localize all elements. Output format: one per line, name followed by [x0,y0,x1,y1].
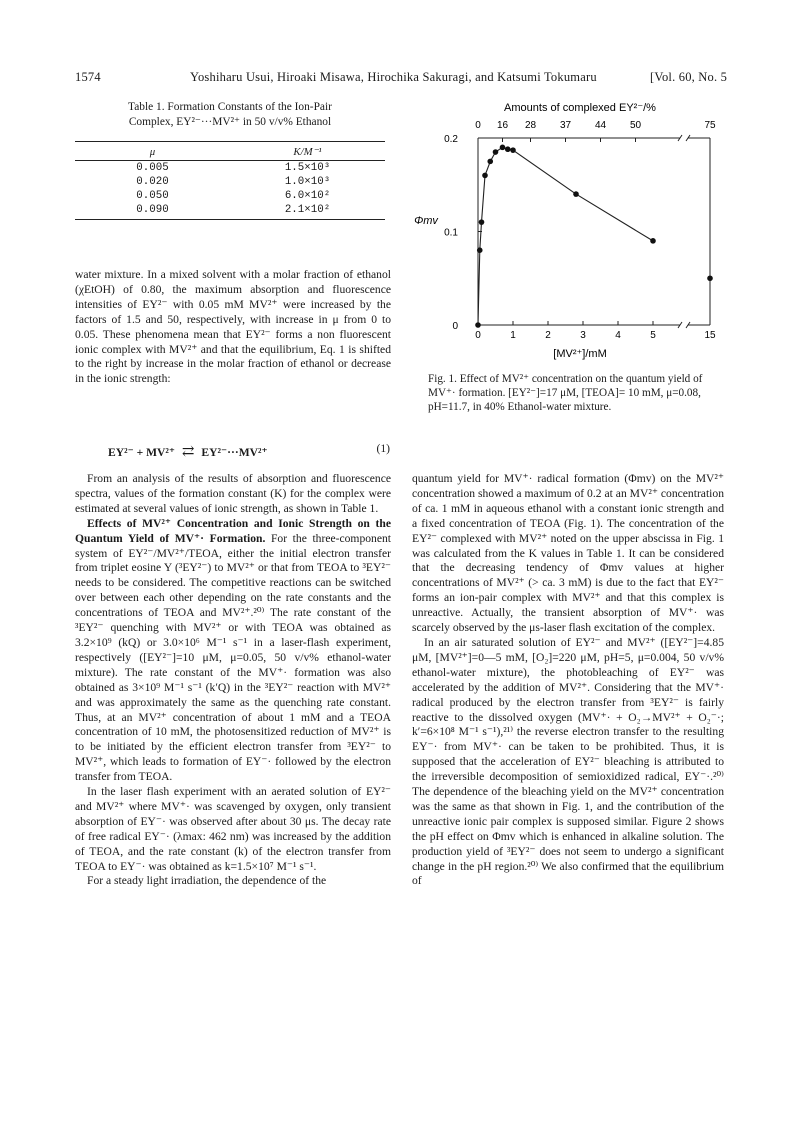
y-axis-label: Φmv [414,215,438,227]
cell-mu: 0.090 [75,203,230,220]
formation-constants-table [75,141,385,220]
page-number: 1574 [75,70,101,84]
paragraph: In the laser flash experiment with an aerated solution of EY²⁻ and MV²⁺ where MV⁺· was scavenged by oxygen, only transient absorption of EY⁻· was observed after about 30 μs. The decay rate of free radical EY⁻· (λmax: 462 nm) was increased by the addition of TEOA, and the rate constant (k) of the electron transfer from TEOA to EY⁻· was obtained as k=1.5×10⁷ M⁻¹ s⁻¹. [75,785,391,873]
cell-k: 1.0×10³ [284,176,331,188]
data-point [650,238,656,244]
figure-caption: Fig. 1. Effect of MV²⁺ concentration on the quantum yield of MV⁺· formation. [EY²⁻]=17 μM, [TEOA]= 10 mM, μ=0.08, pH=11.7, in 40% Ethanol-water mixture. [428,373,703,413]
y-tick-label: 0.2 [444,134,458,145]
paragraph: In an air saturated solution of EY²⁻ and MV²⁺ ([EY²⁻]=4.85 μM, [MV²⁺]=0—5 mM, [O₂]=220 μM, pH=5, μ=0.004, 50 v/v% ethanol-water mixture), the photobleaching of EY²⁻ was accelerated by the addition of MV²⁺. Considering that the MV⁺· radical produced by the electron transfer from ³EY²⁻ is fairly reactive to the dissolved oxygen (MV⁺· + O₂→MV²⁺ + O₂⁻·; k′=6×10⁸ M⁻¹ s⁻¹),²¹⁾ the reverse electron transfer to the resulting EY⁻· from MV⁺· can be taken to be prohibited. Thus, it is supposed that the acceleration of EY²⁻ bleaching is attributed to the irreversible decomposition of semioxidized radical, EY⁻·.²⁰⁾ The dependence of the bleaching yield on the MV²⁺ concentration was the same as that shown in Fig. 1, and the contribution of the unreactive ionic pair complex is supposed similar. Figure 2 shows the pH effect on Φmv which is enhanced in alkaline solution. The production yield of ³EY²⁻ does not seem to undergo a significant change in the pH region.²⁰⁾ We also confirmed that the equilibrium of [412,635,724,888]
data-point [475,322,481,328]
axis-break-mark [678,135,690,141]
running-authors: Yoshiharu Usui, Hiroaki Misawa, Hirochika Sakuragi, and Katsumi Tokumaru [190,70,597,84]
axis-break-mark [678,322,690,328]
x-tick-label: 5 [650,330,656,341]
table-caption-line1: Table 1. Formation Constants of the Ion-Pair [128,101,332,113]
equation-lhs: EY²⁻ + MV²⁺ [108,446,176,459]
x-tick-label: 3 [580,330,586,341]
cell-mu: 0.005 [136,162,169,174]
data-point [493,149,499,155]
equation-rhs: EY²⁻···MV²⁺ [201,446,268,459]
x-tick-label: 2 [545,330,551,341]
data-point [510,147,516,153]
data-point [477,247,483,253]
table-row [75,189,385,203]
table-caption-line2: Complex, EY²⁻···MV²⁺ in 50 v/v% Ethanol [128,115,332,128]
right-column-body [412,472,724,889]
cell-mu: 0.050 [136,190,169,202]
data-point [500,145,506,151]
cell-k: 6.0×10² [284,190,331,202]
paragraph: Effects of MV²⁺ Concentration and Ionic Strength on the Quantum Yield of MV⁺· Formation. For the three-component system of EY²⁻/MV²⁺/TEOA, either the initial electron transfer from triplet eosine Y (³EY²⁻) to MV²⁺ or that from TEOA to ³EY²⁻ needs to be considered. The competitive reactions can be switched over between each other depending on the rate constants and the concentrations of TEOA and MV²⁺.²⁰⁾ The rate constant of the ³EY²⁻ quenching with MV²⁺ or with TEOA was obtained as 3.2×10⁹ (kQ) or 3.0×10⁶ M⁻¹ s⁻¹ in a laser-flash experiment, respectively ([EY²⁻]=10 μM, μ=0.05, 50 v/v% ethanol-water mixture). The rate constant of the MV⁺· formation was also obtained as 3×10⁹ M⁻¹ s⁻¹ (k′Q) in the ³EY²⁻ reaction with MV²⁺ and was approximately the same as the quenching rate constant. Thus, at an MV²⁺ concentration of about 1 mM and a TEOA concentration of 10 mM, the photosensitized reduction of MV²⁺ is to be initiated by the efficient electron transfer from ³EY²⁻ to MV²⁺, which leads to formation of EY⁻· followed by the electron transfer from TEOA. [75,516,391,784]
left-upper-paragraph: water mixture. In a mixed solvent with a molar fraction of ethanol (χEtOH) of 0.80, the maximum absorption and fluorescence intensities of EY²⁻ with 0.05 mM MV²⁺ were increased by the factors of 1.5 and 50, respectively, with increase in μ from 0 to 0.05. These phenomena mean that EY²⁻ forms a non fluorescent ionic complex with MV²⁺ and that the equilibrium, Eq. 1 is shifted to the right by increase in the molar fraction of ethanol or decrease in the ionic strength: [75,268,391,386]
paragraph: From an analysis of the results of absorption and fluorescence spectra, values of the formation constant (K) for the complex were estimated at several values of ionic strength, as shown in Table 1. [75,472,391,515]
x-tick-label: 0 [475,330,481,341]
top-tick-label: 75 [704,120,716,131]
y-tick-label: 0 [452,321,458,332]
figure-1-chart [412,98,722,366]
data-point [573,191,579,197]
data-point [505,146,511,152]
volume-info: [Vol. 60, No. 5 [650,70,728,84]
data-point [479,219,485,225]
section-heading: Effects of MV²⁺ Concentration and Ionic Strength on the Quantum Yield of MV⁺· Formation. [75,516,391,545]
x-tick-label: 15 [704,330,716,341]
table-row [75,203,385,220]
equation-1 [108,442,390,461]
data-point [482,173,488,179]
y-tick-label: 0.1 [444,227,458,239]
plot-frame [478,135,710,328]
top-axis-title: Amounts of complexed EY²⁻/% [504,102,656,114]
table-caption [75,100,385,129]
table-row [75,161,385,176]
top-tick-label: 50 [629,120,642,131]
table-row [75,175,385,189]
col-header-mu: μ [75,142,230,161]
top-tick-label: 44 [594,120,607,131]
data-series [475,145,713,328]
top-tick-label: 16 [496,120,509,131]
x-tick-label: 4 [615,330,621,341]
table-header-row [75,142,385,161]
left-column-body [75,472,391,889]
col-header-k: K/M⁻¹ [230,142,385,161]
data-point [707,275,713,281]
cell-k: 1.5×10³ [284,162,331,174]
top-tick-label: 0 [475,120,481,131]
x-axis-ticks [475,321,716,341]
top-tick-label: 37 [559,120,572,131]
equation-arrow: ⇄ [181,444,195,460]
x-axis-label: [MV²⁺]/mM [553,348,607,360]
equation-number: (1) [376,442,390,455]
y-axis-ticks [444,134,482,332]
x-tick-label: 1 [510,330,516,341]
data-point [487,159,493,165]
paragraph: quantum yield for MV⁺· radical formation (Φmv) on the MV²⁺ concentration showed a maximum of 0.2 at an MV²⁺ concentration of ca. 1 mM in aqueous ethanol with a constant ionic strength and a fixed concentration of TEOA (Fig. 1). The concentration of the EY²⁻ complexed with MV²⁺ noted on the upper abscissa in Fig. 1 was calculated from the K values in Table 1. It can be considered that the decreasing tendency of Φmv values at higher concentrations of MV²⁺ (> ca. 3 mM) is due to the fact that EY²⁻ forms an ion-pair complex with MV²⁺ and that this complex is unreactive. Actually, the transient absorption of MV⁺· was scarcely observed by the μs-laser flash excitation of the complex. [412,472,724,635]
top-tick-label: 28 [524,120,537,131]
series-line [478,147,653,325]
paragraph: For a steady light irradiation, the dependence of the [87,874,327,888]
cell-k: 2.1×10² [230,203,385,220]
cell-mu: 0.020 [136,176,169,188]
